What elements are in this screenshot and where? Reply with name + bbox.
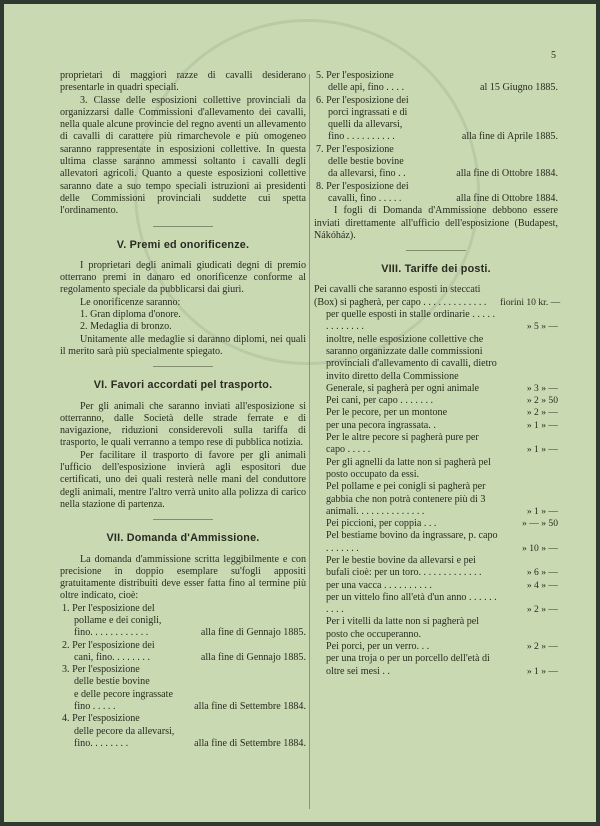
deadline-line: cani, fino. . . . . . . . [74, 651, 150, 663]
section-heading-tariffe: VIII. Tariffe dei posti. [381, 263, 491, 276]
rate-text: Pei porci, per un verro. . . [326, 641, 430, 653]
deadline-line: 7. Per l'esposizione [316, 143, 394, 155]
document-page [4, 4, 596, 822]
rate-row [314, 592, 558, 617]
trasporto-paragraph-2: Per facilitare il trasporto di favore per gli animali l'ufficio dell'esposizione invierà agli espositori due certificati, uno dei quali resterà nelle mani del conduttore degli animali, mentre l'altro verrà unito alla polizza di carico nella stazione di partenza. [60, 449, 306, 510]
ammissione-paragraph: La domanda d'ammissione scritta leggibilmente e con precisione in doppio esemplare su'fogli appositi gratuitamente distribuiti deve esser fatta fino al termine più oltre indicato, cioè: [60, 553, 306, 602]
rate-row [314, 481, 558, 518]
rate-text: per una pecora ingrassata. . [326, 419, 436, 431]
deadline-item [316, 181, 558, 206]
rate-row [314, 530, 558, 555]
rate-row [314, 420, 558, 432]
deadline-date: alla fine di Ottobre 1884. [456, 192, 558, 204]
deadline-line: 8. Per l'esposizione dei [316, 180, 409, 192]
deadline-line: da allevarsi, fino . . [328, 168, 406, 180]
deadline-date: al 15 Giugno 1885. [480, 82, 558, 94]
onorificenze-intro: Le onorificenze saranno: [80, 296, 181, 308]
rate-value: » 1 » — [526, 444, 558, 456]
deadline-list-continued [314, 70, 558, 205]
rate-text: Pei cani, per capo . . . . . . . [326, 395, 434, 407]
right-column [314, 70, 561, 678]
onorificenza-item: 1. Gran diploma d'onore. [80, 309, 181, 321]
deadline-date: alla fine di Gennajo 1885. [200, 627, 306, 639]
deadline-line: porci ingrassati e di [328, 106, 408, 118]
rate-value: » 1 » — [526, 665, 558, 677]
rate-text: per una troja o per un porcello dell'età di oltre sei mesi . . [326, 653, 490, 677]
rate-row [314, 616, 558, 641]
rate-value: » 6 » — [526, 567, 558, 579]
section-divider [153, 366, 213, 367]
deadline-date: alla fine di Aprile 1885. [461, 131, 558, 143]
deadline-line: pollame e dei conigli, [74, 614, 162, 626]
deadline-item [316, 95, 558, 144]
rate-value: » 3 » — [526, 382, 558, 394]
deadline-item [62, 603, 306, 640]
rate-row [314, 432, 558, 457]
rate-row [314, 580, 558, 592]
deadline-line: e delle pecore ingrassate fino . . . . . [74, 688, 173, 713]
rate-value: » 2 » 50 [526, 395, 558, 407]
section-divider [153, 226, 213, 227]
rate-value: » — » 50 [522, 518, 558, 530]
rate-row [314, 518, 558, 530]
section-divider [153, 519, 213, 520]
rate-text: per un vittelo fino all'età d'un anno . . . . . . . . . . [326, 591, 497, 616]
fogli-note: I fogli di Domanda d'Ammissione debbono essere inviati direttamente all'ufficio dell'esposizione (Budapest, Nákóház). [314, 205, 558, 241]
deadline-line: 5. Per l'esposizione [316, 70, 394, 81]
deadline-date: alla fine di Gennajo 1885. [200, 651, 306, 663]
deadline-line: delle bestie bovine [328, 156, 404, 168]
deadline-date: alla fine di Settembre 1884. [194, 701, 306, 713]
intro-paragraph: proprietari di maggiori razze di cavalli desiderano presentarle in quadri speciali. [60, 70, 306, 94]
rate-text: Per i vitelli da latte non si pagherà pel posto che occuperanno. [326, 616, 480, 640]
rate-table [314, 284, 561, 678]
deadline-line: quelli da allevarsi, [328, 119, 403, 131]
rate-row [314, 641, 558, 653]
deadline-line: delle api, fino . . . . [328, 82, 404, 94]
rate-text: Per le bestie bovine da allevarsi e pei bufali cioè: per un toro. . . . . . . . . . . . . [326, 554, 482, 579]
rate-text: Per le altre pecore si pagherà pure per capo . . . . . [326, 432, 479, 456]
deadline-item [62, 664, 306, 713]
deadline-line: fino. . . . . . . . . . . . [74, 627, 149, 639]
rate-row [314, 284, 561, 309]
deadline-item [62, 713, 306, 750]
deadline-line: delle bestie bovine [74, 676, 150, 688]
section-divider [406, 250, 466, 251]
rate-text: Pel bestiame bovino da ingrassare, p. capo . . . . . . . [326, 530, 498, 554]
rate-value: » 5 » — [526, 321, 558, 333]
rate-value: » 1 » — [526, 419, 558, 431]
onorificenza-item: 2. Medaglia di bronzo. [80, 321, 172, 333]
rate-text: per una vacca . . . . . . . . . . [326, 579, 432, 591]
rate-row [314, 395, 558, 407]
class3-paragraph: 3. Classe delle esposizioni collettive provinciali da organizzarsi dalle Commissioni d'allevamento dei cavalli, nella quale alcune provincie del regno aventi un allevamento di cavalli di carattere più rimarchevole e più omogeneo saranno rappresentate in esposizioni collettive. In questa ultima classe saranno ammessi soltanto i cavalli degli allevatori agricoli. Quanto a queste esposizioni collettive saranno date a suo tempo speciali istruzioni ai presidenti delle Commissioni provinciali suddette cui spetta l'ordinamento. [60, 94, 306, 217]
rate-text: Pel pollame e pei conigli si pagherà per gabbia che non potrà contenere più di 3 animali. . . . . . . . . . . . . . [326, 481, 486, 517]
rate-value: fiorini 10 kr. — [500, 296, 561, 308]
rate-value: » 2 » — [526, 641, 558, 653]
diplomi-paragraph: Unitamente alle medaglie si daranno diplomi, nei quali il merito sarà più specialmente spiegato. [60, 333, 306, 357]
rate-text: Pei piccioni, per coppia . . . [326, 518, 437, 530]
rate-row [314, 334, 558, 395]
rate-text: Pei cavalli che saranno esposti in steccati (Box) si pagherà, per capo . . . . . . . . . . . . . [314, 284, 487, 308]
rate-value: » 4 » — [526, 579, 558, 591]
deadline-date: alla fine di Settembre 1884. [194, 737, 306, 749]
deadline-line: fino . . . . . . . . . . [328, 131, 395, 143]
rate-row [314, 309, 558, 334]
deadline-item [316, 144, 558, 181]
rate-row [314, 555, 558, 580]
deadline-line: cavalli, fino . . . . . [328, 192, 402, 204]
deadline-item [316, 70, 558, 95]
rate-text: Per gli agnelli da latte non si pagherà pel posto occupato da essi. [326, 456, 491, 480]
deadline-line: 4. Per l'esposizione [62, 713, 140, 725]
page-number: 5 [551, 50, 556, 61]
premi-paragraph: I proprietari degli animali giudicati degni di premio otterrano premi in danaro ed onorificenze conforme al regolamento speciale da pubblicarsi dai giurì. [60, 259, 306, 296]
deadline-line: 2. Per l'esposizione dei [62, 639, 155, 651]
column-divider [309, 74, 310, 809]
rate-text: Per le pecore, per un montone [326, 407, 448, 419]
section-heading-ammissione: VII. Domanda d'Ammissione. [106, 532, 260, 545]
deadline-line: delle pecore da allevarsi, fino. . . . . . . . [74, 725, 175, 749]
deadline-list [60, 603, 306, 751]
rate-value: » 2 » — [526, 407, 558, 419]
left-column [60, 70, 306, 750]
rate-value: » 10 » — [522, 542, 558, 554]
section-heading-premi: V. Premi ed onorificenze. [116, 238, 250, 251]
deadline-item [62, 640, 306, 665]
rate-row [314, 653, 558, 678]
trasporto-paragraph-1: Per gli animali che saranno inviati all'esposizione si otterranno, dalle Società delle strade ferrate e di navigazione, riduzioni considerevoli sulla tariffa di trasporto, le quali verranno a tempo rese di pubblica notizia. [60, 400, 306, 449]
deadline-date: alla fine di Ottobre 1884. [456, 168, 558, 180]
section-heading-trasporto: VI. Favori accordati pel trasporto. [93, 379, 273, 392]
rate-value: » 1 » — [526, 505, 558, 517]
deadline-line: 3. Per l'esposizione [62, 664, 140, 676]
rate-row [314, 407, 558, 419]
rate-value: » 2 » — [526, 604, 558, 616]
rate-text: inoltre, nelle esposizione collettive che saranno organizzate dalle commissioni provinciali d'allevamento di cavalli, dietro invito diretto della Commissione Generale, si pagherà per ogni animale [326, 333, 497, 394]
deadline-line: 6. Per l'esposizione dei [316, 94, 409, 106]
rate-text: per quelle esposti in stalle ordinarie . . . . . . . . . . . . . [326, 309, 496, 333]
rate-row [314, 457, 558, 482]
deadline-line: 1. Per l'esposizione del [62, 602, 155, 614]
